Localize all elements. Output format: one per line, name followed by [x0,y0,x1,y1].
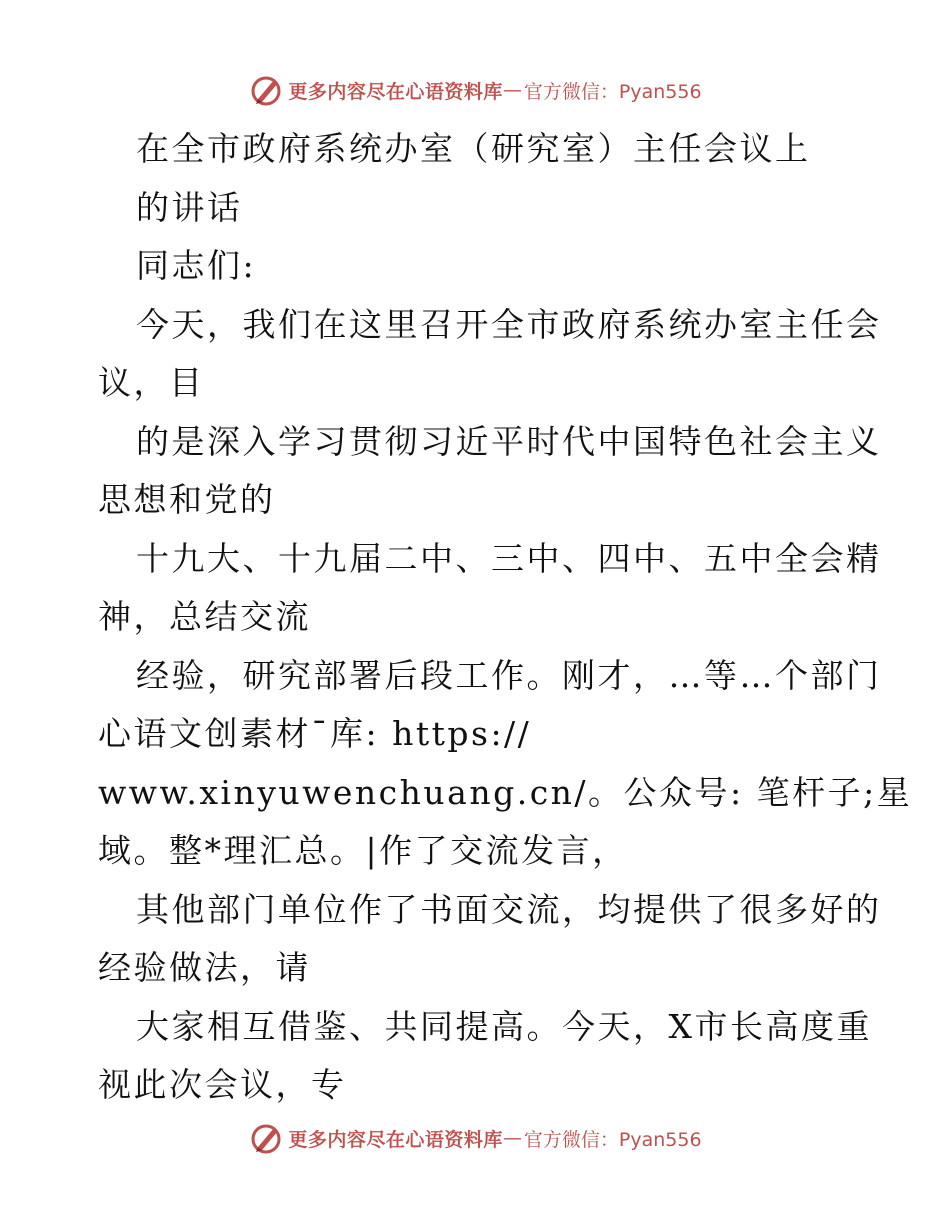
salutation: 同志们: [136,246,257,285]
footer-watermark [0,1118,950,1158]
paragraph-line: 其他部门单位作了书面交流，均提供了很多好的 [136,889,882,929]
document-body [98,120,913,1115]
header-watermark [0,70,950,110]
paragraph-line: 大家相互借鉴、共同提高。今天，X市长高度重 [136,1006,872,1046]
header-banner-text: 更多内容尽在心语资料库 [288,80,503,103]
pen-logo-icon [248,1120,284,1156]
paragraph-line: 思想和党的 [98,480,276,519]
footer-banner-text: 更多内容尽在心语资料库 [288,1128,503,1151]
paragraph-line: 今天，我们在这里召开全市政府系统办室主任会 [136,304,882,344]
paragraph-line: 心语文创素材¯库: https:// [98,714,532,753]
paragraph-line: www.xinyuwenchuang.cn/。公众号: 笔杆子;星 [98,772,913,812]
header-banner-wechat: 官方微信：Pyan556 [523,80,702,103]
paragraph-line: 议，目 [98,363,205,402]
title-line-1: 在全市政府系统办室（研究室）主任会议上 [136,129,811,168]
footer-banner-separator: — [502,1127,522,1149]
paragraph-line: 十九大、十九届二中、三中、四中、五中全会精 [136,538,882,578]
paragraph-line: 经验，研究部署后段工作。刚才，…等…个部门 [136,655,882,695]
header-banner-separator: — [502,79,522,101]
paragraph-line: 的是深入学习贯彻习近平时代中国特色社会主义 [136,421,882,461]
pen-logo-icon [248,72,284,108]
title-line-2: 的讲话 [136,187,243,227]
paragraph-line: 神，总结交流 [98,597,311,636]
footer-banner-wechat: 官方微信：Pyan556 [523,1128,702,1151]
paragraph-line: 域。整*理汇总。|作了交流发言， [98,831,628,870]
paragraph-line: 经验做法，请 [98,948,311,987]
paragraph-line: 视此次会议，专 [98,1065,347,1104]
